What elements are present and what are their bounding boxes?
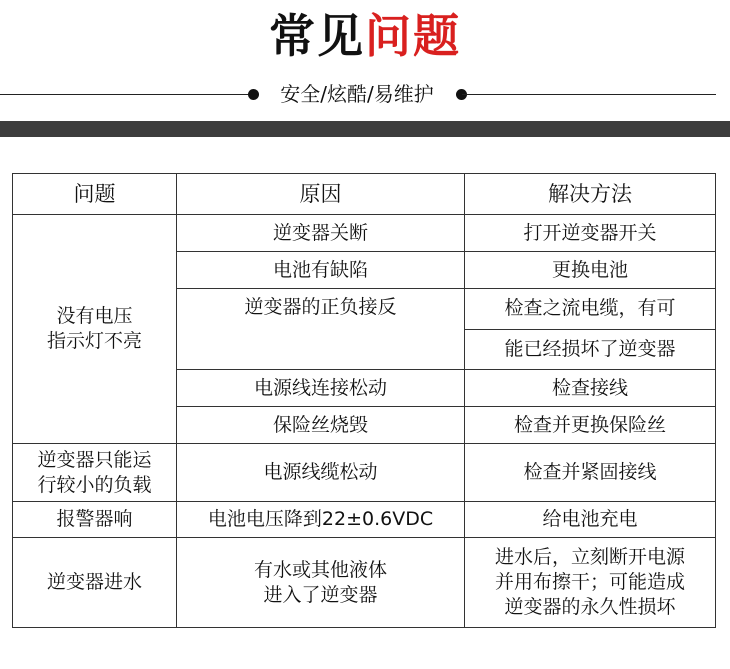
problem-line: 逆变器只能运 [37,448,152,471]
title-part-black: 常见 [269,9,365,63]
problem-cell-water: 逆变器进水 [13,538,177,628]
cause-cell: 逆变器的正负接反 [177,289,465,370]
cause-cell: 逆变器关断 [177,215,465,252]
table-row [13,502,716,538]
divider-left [0,94,254,95]
cause-cell-water [177,538,465,628]
title-part-red: 问题 [365,9,461,63]
solution-cell: 更换电池 [465,252,716,289]
column-header-cause: 原因 [177,174,465,215]
solution-cell: 检查并更换保险丝 [465,407,716,444]
divider-right [462,94,716,95]
solution-cell: 打开逆变器开关 [465,215,716,252]
cause-cell: 电池有缺陷 [177,252,465,289]
cause-cell: 电源线缆松动 [177,444,465,502]
problem-cell-alarm: 报警器响 [13,502,177,538]
cause-cell: 电池电压降到22±0.6VDC [177,502,465,538]
solution-cell-line1: 检查之流电缆，有可 [465,289,716,330]
problem-line: 指示灯不亮 [46,330,142,352]
table-header-row [13,174,716,215]
solution-cell: 检查接线 [465,370,716,407]
solution-line: 进水后，立刻断开电源 [494,546,685,568]
problem-line: 没有电压 [56,305,133,327]
solution-cell: 检查并紧固接线 [465,444,716,502]
solution-line: 逆变器的永久性损坏 [504,596,676,618]
cause-cell: 保险丝烧毁 [177,407,465,444]
solution-cell: 给电池充电 [465,502,716,538]
cause-line: 进入了逆变器 [263,583,378,606]
cause-line: 有水或其他液体 [253,558,387,581]
header-bar [0,121,730,137]
subtitle: 安全/炫酷/易维护 [280,82,434,106]
problem-cell-small-load [13,444,177,502]
solution-cell-line2: 能已经损坏了逆变器 [465,329,716,370]
page-title [0,6,730,66]
faq-table [12,173,716,628]
table-row [13,538,716,628]
table-row [13,444,716,502]
solution-line: 并用布擦干；可能造成 [494,571,685,593]
divider-dot-left [248,89,259,100]
column-header-solution: 解决方法 [465,174,716,215]
problem-line: 行较小的负载 [37,473,152,496]
cause-cell: 电源线连接松动 [177,370,465,407]
table-row [13,215,716,252]
column-header-problem: 问题 [13,174,177,215]
solution-cell-water [465,538,716,628]
problem-cell-no-voltage [13,215,177,444]
